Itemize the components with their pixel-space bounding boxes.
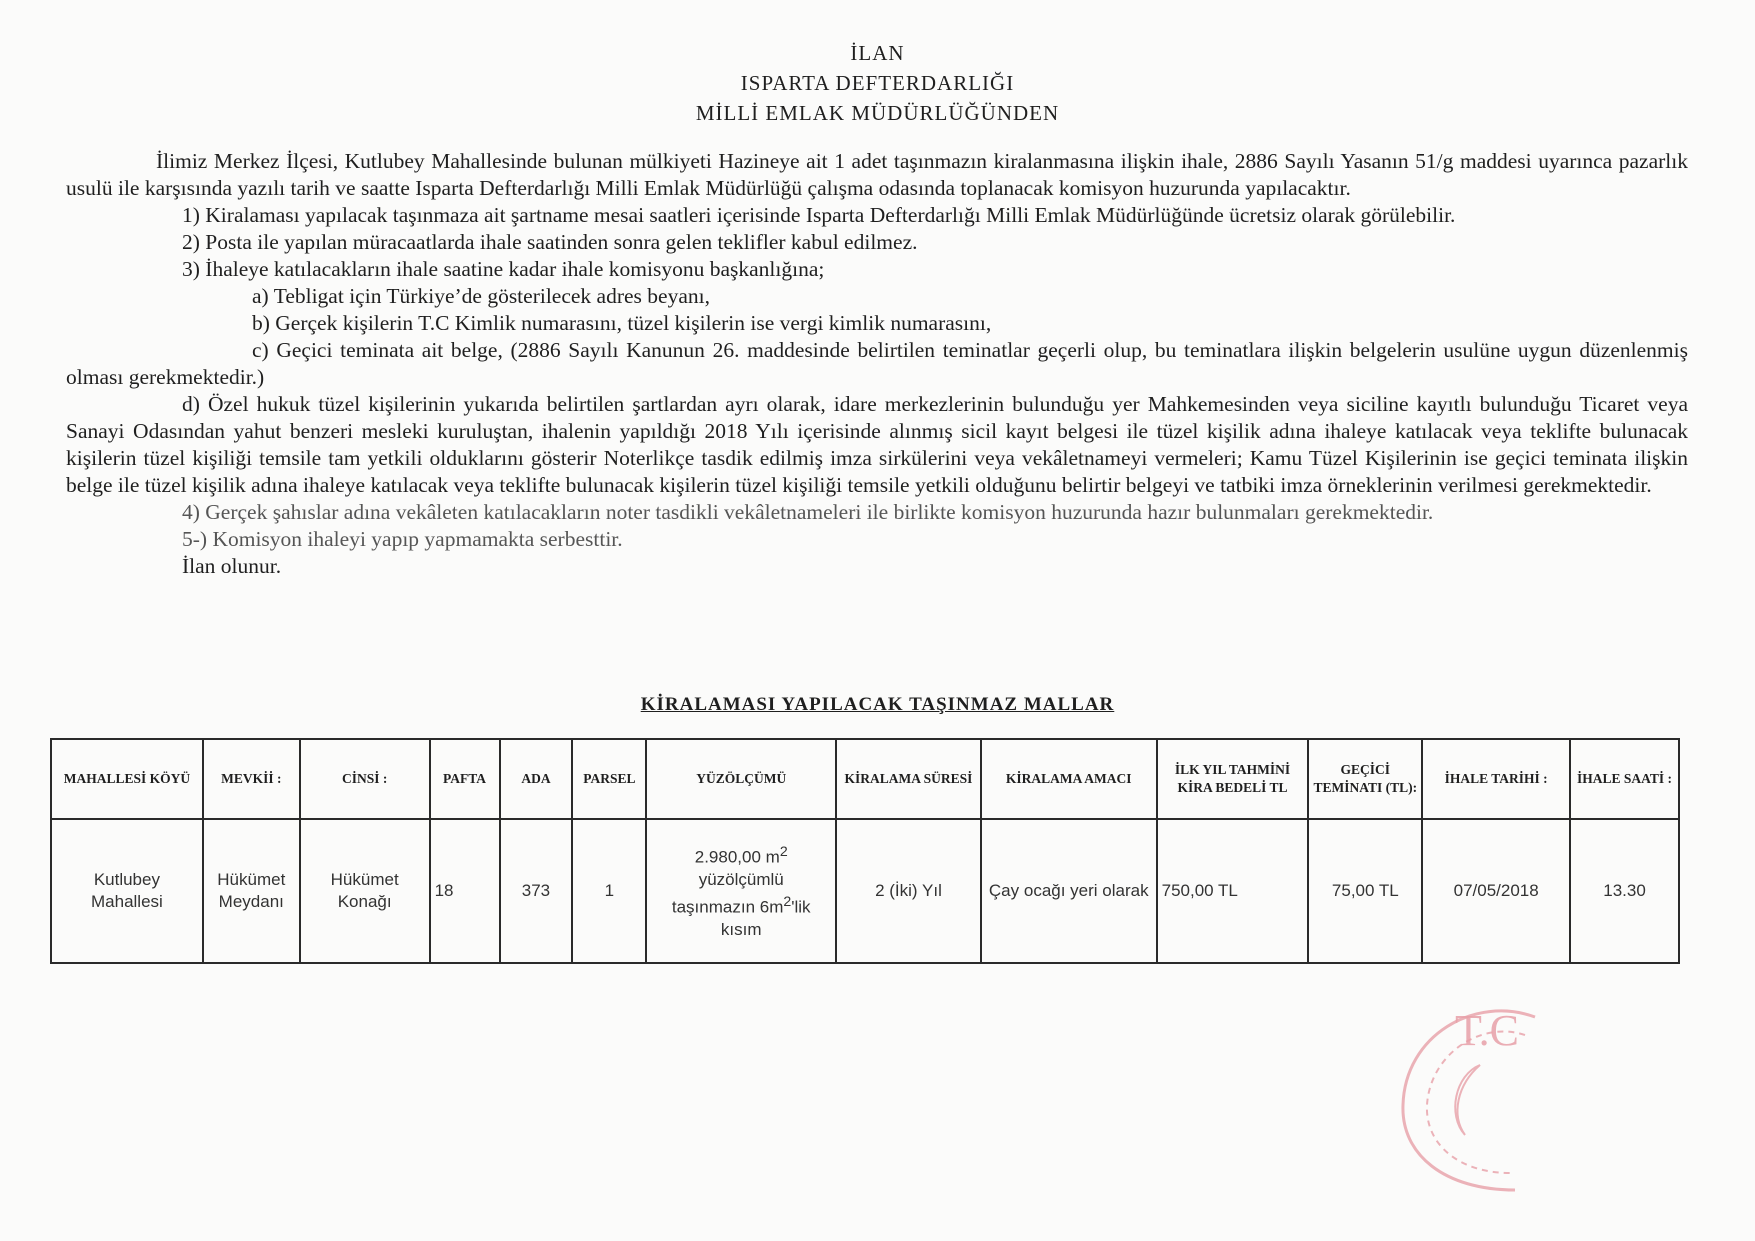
announcement-body [66, 148, 1688, 580]
col-ihale-saati: İHALE SAATİ : [1570, 739, 1679, 819]
col-parsel: PARSEL [572, 739, 646, 819]
cell-bedel: 750,00 TL [1157, 819, 1309, 963]
cell-mevkii: Hükümet Meydanı [203, 819, 300, 963]
col-ada: ADA [500, 739, 573, 819]
table-row [51, 819, 1679, 963]
cell-ada: 373 [500, 819, 573, 963]
cell-yuzolcum [646, 819, 836, 963]
yuzolcum-sup-2: 2 [783, 894, 792, 910]
col-mahalle: MAHALLESİ KÖYÜ [51, 739, 203, 819]
cell-parsel: 1 [572, 819, 646, 963]
yuzolcum-sup-1: 2 [779, 844, 788, 861]
col-kiralama-suresi: KİRALAMA SÜRESİ [836, 739, 981, 819]
col-ihale-tarihi: İHALE TARİHİ : [1422, 739, 1570, 819]
cell-amac: Çay ocağı yeri olarak [981, 819, 1157, 963]
item-1: 1) Kiralaması yapılacak taşınmaza ait şartname mesai saatleri içerisinde Isparta Defterdarlığı Milli Emlak Müdürlüğünde ücretsiz olarak görülebilir. [182, 203, 1456, 227]
yuzolcum-area: 2.980,00 m [694, 848, 780, 867]
yuzolcum-suffix: 'lik [791, 897, 811, 917]
yuzolcum-kisim: kısım [720, 919, 762, 939]
item-3c: c) Geçici teminata ait belge, (2886 Sayılı Kanunun 26. maddesinde belirtilen teminatlar geçerli olup, bu teminatlara ilişkin belgelerin usulüne uygun düzenlenmiş olması gerekmektedir.) [66, 338, 1688, 389]
official-seal-stamp [1385, 995, 1565, 1195]
item-4: 4) Gerçek şahıslar adına vekâleten katılacakların noter tasdikli vekâletnameleri ile birlikte komisyon huzurunda hazır bulunmaları gerekmektedir. [182, 500, 1434, 524]
cell-cinsi: Hükümet Konağı [300, 819, 430, 963]
col-pafta: PAFTA [430, 739, 500, 819]
intro-paragraph: İlimiz Merkez İlçesi, Kutlubey Mahallesinde bulunan mülkiyeti Hazineye ait 1 adet taşınmazın kiralanmasına ilişkin ihale, 2886 Sayılı Yasanın 51/g maddesi uyarınca pazarlık usulü ile karşısında yazılı tarih ve saatte Isparta Defterdarlığı Milli Emlak Müdürlüğü çalışma odasında toplanacak komisyon huzurunda yapılacaktır. [66, 149, 1688, 200]
table-header-row [51, 739, 1679, 819]
cell-saat: 13.30 [1570, 819, 1679, 963]
property-table [50, 738, 1680, 964]
col-mevkii: MEVKİİ : [203, 739, 300, 819]
table-title: KİRALAMASI YAPILACAK TAŞINMAZ MALLAR [640, 694, 1115, 715]
col-kiralama-amaci: KİRALAMA AMACI [981, 739, 1157, 819]
yuzolcum-part: taşınmazın 6m [671, 897, 784, 917]
cell-pafta: 18 [430, 819, 500, 963]
closing-line: İlan olunur. [182, 554, 282, 578]
item-2: 2) Posta ile yapılan müracaatlarda ihale saatinden sonra gelen teklifler kabul edilmez. [182, 230, 918, 254]
cell-tarih: 07/05/2018 [1422, 819, 1570, 963]
cell-mahalle: Kutlubey Mahallesi [51, 819, 203, 963]
col-gecici-teminat: GEÇİCİ TEMİNATI (TL): [1308, 739, 1422, 819]
item-3a: a) Tebligat için Türkiye’de gösterilecek adres beyanı, [252, 284, 710, 308]
col-yuzolcum: YÜZÖLÇÜMÜ [646, 739, 836, 819]
yuzolcum-label: yüzölçümlü [698, 870, 784, 889]
item-3d: d) Özel hukuk tüzel kişilerinin yukarıda belirtilen şartlardan ayrı olarak, idare merkezlerinin bulunduğu yer Mahkemesinden veya siciline kayıtlı bulunduğu Ticaret veya Sanayi Odasından yahut benzeri mesleki kuruluştan, ihalenin yapıldığı 2018 Yılı içerisinde alınmış sicil kayıt belgesi ile tüzel kişilik adına ihaleye katılacak veya teklifte bulunacak kişilerin tüzel kişiliği temsile tam yetkili olduklarını gösterir Noterlikçe tasdik edilmiş imza sirkülerini veya vekâletnameyi vermeleri; Kamu Tüzel Kişilerinin ise geçici teminata ilişkin belge ile tüzel kişilik adına ihaleye katılacak veya teklifte bulunacak kişilerin tüzel kişiliği temsile yetkili olduğunu belirtir belgeyi ve tatbiki imza örneklerinin verilmesi gerekmektedir. [66, 392, 1688, 497]
header-defterdarlik: ISPARTA DEFTERDARLIĞI [740, 71, 1015, 95]
document-header [0, 38, 1755, 128]
col-cinsi: CİNSİ : [300, 739, 430, 819]
item-3b: b) Gerçek kişilerin T.C Kimlik numarasını, tüzel kişilerin ise vergi kimlik numarasını, [252, 311, 992, 335]
cell-teminat: 75,00 TL [1308, 819, 1422, 963]
stamp-text: T.C [1455, 1006, 1519, 1055]
header-ilan: İLAN [850, 41, 905, 65]
col-kira-bedeli: İLK YIL TAHMİNİ KİRA BEDELİ TL [1157, 739, 1309, 819]
header-mudurluk: MİLLİ EMLAK MÜDÜRLÜĞÜNDEN [695, 101, 1060, 125]
item-3: 3) İhaleye katılacakların ihale saatine kadar ihale komisyonu başkanlığına; [182, 257, 825, 281]
item-5: 5-) Komisyon ihaleyi yapıp yapmamakta serbesttir. [182, 527, 623, 551]
cell-sure: 2 (İki) Yıl [836, 819, 981, 963]
